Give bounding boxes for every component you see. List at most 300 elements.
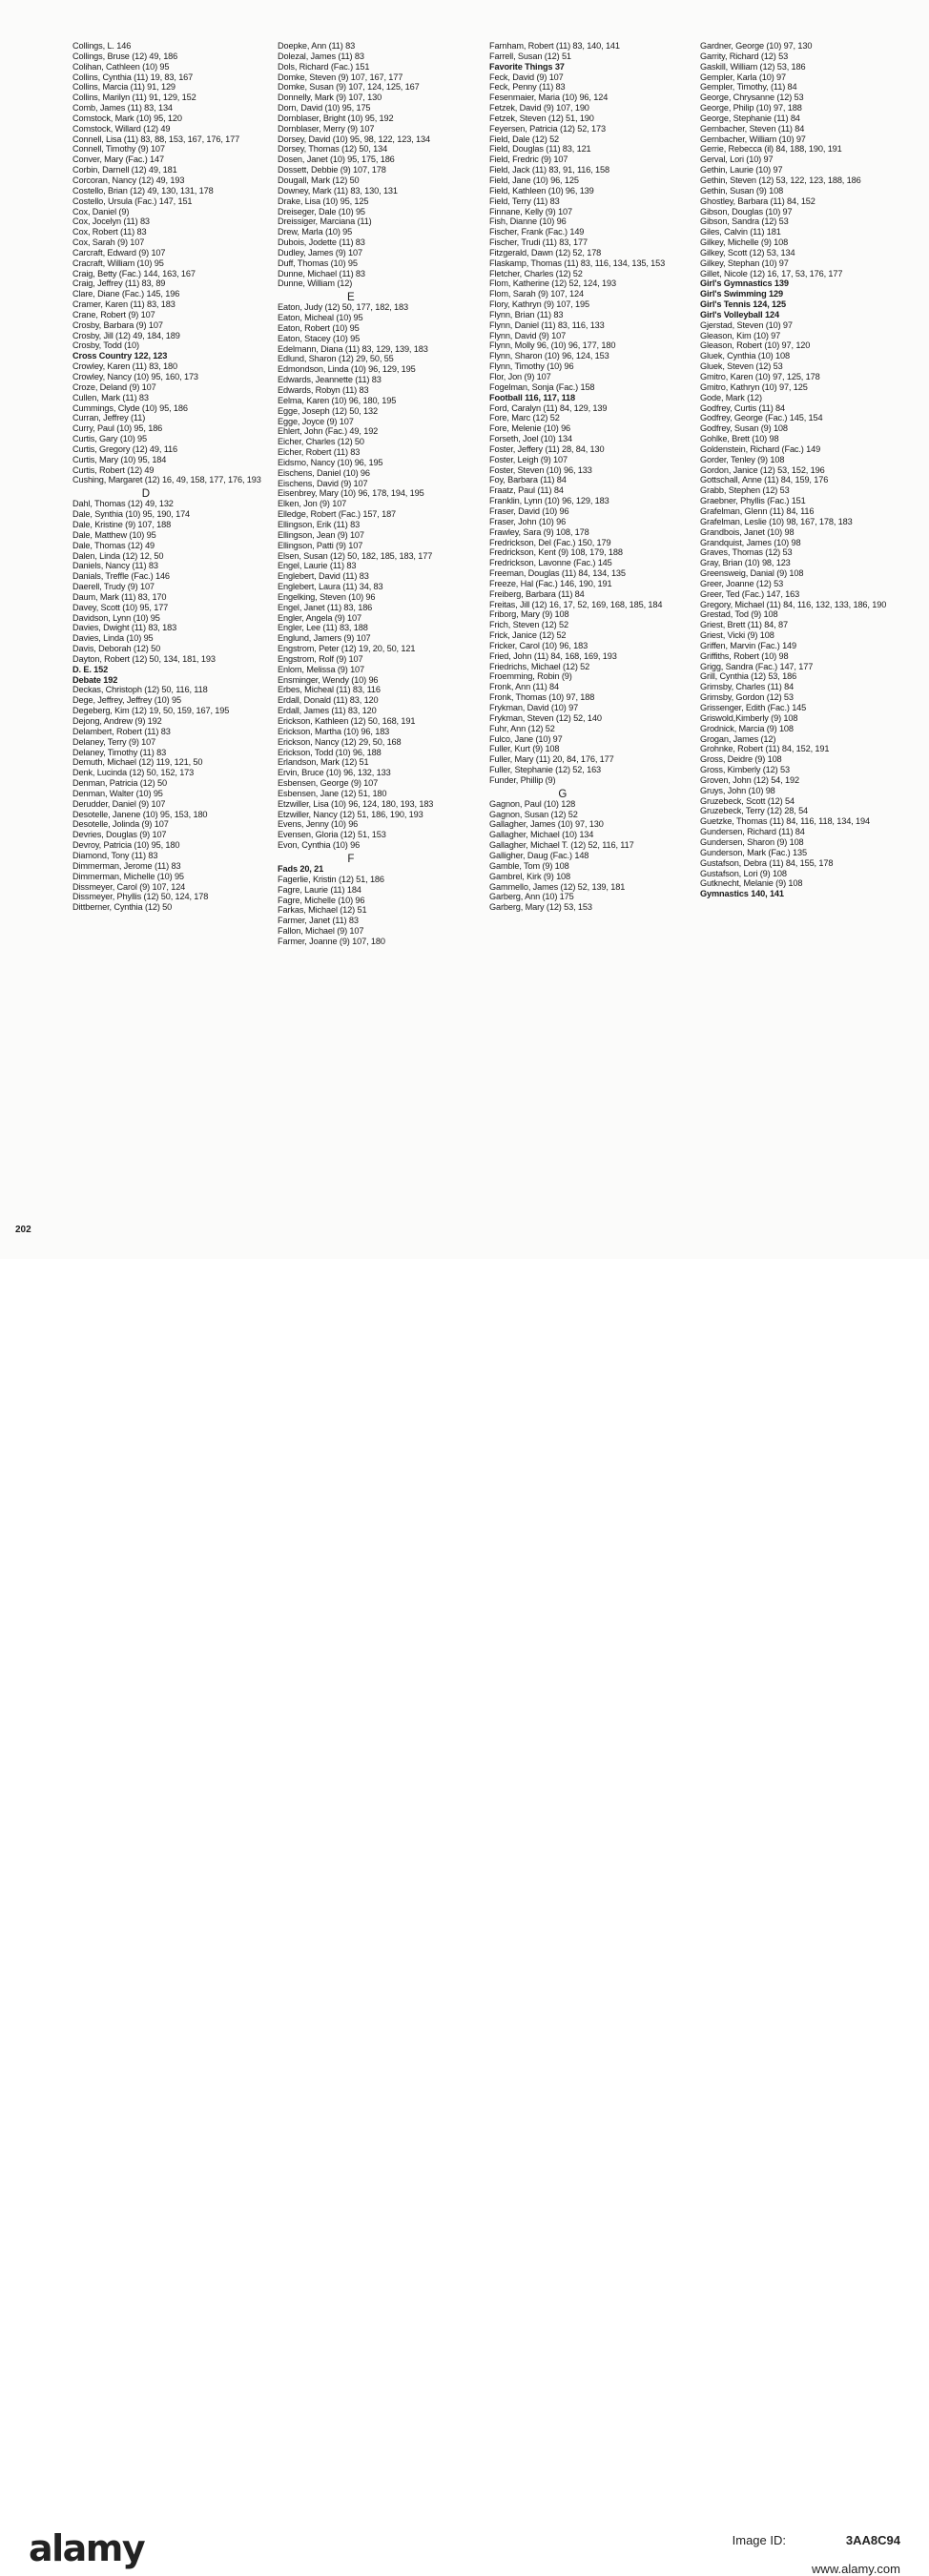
index-name-entry: Foster, Leigh (9) 107 — [489, 454, 568, 465]
index-name-entry: Froemming, Robin (9) — [489, 671, 572, 683]
index-name-entry: Garrity, Richard (12) 53 — [700, 51, 789, 62]
index-name-entry: Ehlert, John (Fac.) 49, 192 — [278, 426, 379, 438]
index-topic-entry: Girl's Swimming 129 — [700, 289, 783, 300]
index-name-entry: Dayton, Robert (12) 50, 134, 181, 193 — [72, 653, 216, 665]
index-name-entry: Duff, Thomas (10) 95 — [278, 258, 358, 269]
index-name-entry: Dale, Kristine (9) 107, 188 — [72, 519, 172, 530]
index-name-entry: Flynn, Sharon (10) 96, 124, 153 — [489, 351, 609, 362]
index-name-entry: Godfrey, George (Fac.) 145, 154 — [700, 413, 823, 424]
index-name-entry: Fricker, Carol (10) 96, 183 — [489, 640, 588, 651]
index-name-entry: Gaskill, William (12) 53, 186 — [700, 61, 806, 72]
index-column-2 — [278, 42, 474, 948]
index-name-entry: Guetzke, Thomas (11) 84, 116, 118, 134, 194 — [700, 816, 870, 828]
index-name-entry: Fetzek, David (9) 107, 190 — [489, 103, 589, 114]
index-name-entry: Foster, Steven (10) 96, 133 — [489, 464, 592, 476]
index-name-entry: Flynn, Daniel (11) 83, 116, 133 — [489, 319, 605, 331]
index-name-entry: George, Philip (10) 97, 188 — [700, 103, 802, 114]
index-name-entry: Erickson, Nancy (12) 29, 50, 168 — [278, 736, 402, 748]
index-name-entry: Cox, Robert (11) 83 — [72, 227, 147, 238]
yearbook-index-page — [0, 0, 929, 1259]
index-name-entry: Danials, Treffle (Fac.) 146 — [72, 571, 170, 583]
index-name-entry: Craig, Betty (Fac.) 144, 163, 167 — [72, 268, 196, 279]
index-name-entry: Fore, Marc (12) 52 — [489, 413, 560, 424]
index-name-entry: Englebert, David (11) 83 — [278, 571, 369, 583]
index-name-entry: Enlom, Melissa (9) 107 — [278, 664, 365, 675]
index-name-entry: Dale, Thomas (12) 49 — [72, 540, 155, 551]
index-name-entry: Finnane, Kelly (9) 107 — [489, 206, 572, 217]
index-name-entry: Gillet, Nicole (12) 16, 17, 53, 176, 177 — [700, 268, 843, 279]
index-name-entry: Groven, John (12) 54, 192 — [700, 774, 799, 786]
index-topic-entry: Favorite Things 37 — [489, 61, 565, 72]
index-topic-entry: Girl's Volleyball 124 — [700, 309, 779, 320]
index-name-entry: Flaskamp, Thomas (11) 83, 116, 134, 135, 153 — [489, 258, 666, 269]
index-topic-entry: Girl's Tennis 124, 125 — [700, 299, 786, 311]
index-name-entry: Cullen, Mark (11) 83 — [72, 392, 149, 403]
index-name-entry: Crowley, Nancy (10) 95, 160, 173 — [72, 372, 198, 382]
index-name-entry: George, Chrysanne (12) 53 — [700, 93, 804, 104]
index-name-entry: Davidson, Lynn (10) 95 — [72, 612, 160, 624]
index-name-entry: Gmitro, Karen (10) 97, 125, 178 — [700, 372, 820, 382]
index-name-entry: Foster, Jeffery (11) 28, 84, 130 — [489, 443, 605, 455]
index-name-entry: Cramer, Karen (11) 83, 183 — [72, 299, 175, 311]
index-name-entry: Fulco, Jane (10) 97 — [489, 733, 563, 745]
index-name-entry: Eaton, Stacey (10) 95 — [278, 333, 361, 344]
index-name-entry: Curtis, Gregory (12) 49, 116 — [72, 443, 177, 455]
index-name-entry: Davey, Scott (10) 95, 177 — [72, 602, 169, 613]
index-name-entry: Eaton, Micheal (10) 95 — [278, 313, 363, 324]
index-topic-entry: Cross Country 122, 123 — [72, 351, 168, 362]
index-name-entry: Gethin, Steven (12) 53, 122, 123, 188, 186 — [700, 175, 861, 186]
index-name-entry: Gruzebeck, Terry (12) 28, 54 — [700, 806, 809, 817]
index-name-entry: Collins, Marilyn (11) 91, 129, 152 — [72, 93, 196, 104]
index-name-entry: Dols, Richard (Fac.) 151 — [278, 61, 370, 72]
index-name-entry: Farrell, Susan (12) 51 — [489, 51, 571, 62]
index-name-entry: Field, Douglas (11) 83, 121 — [489, 144, 591, 155]
index-name-entry: Fagerlie, Kristin (12) 51, 186 — [278, 874, 384, 885]
index-column-3 — [489, 42, 686, 914]
index-name-entry: Flom, Sarah (9) 107, 124 — [489, 289, 584, 300]
index-name-entry: Farkas, Michael (12) 51 — [278, 905, 367, 917]
index-name-entry: Fronk, Ann (11) 84 — [489, 682, 560, 693]
index-name-entry: Eischens, Daniel (10) 96 — [278, 467, 370, 479]
index-name-entry: Grogan, James (12) — [700, 733, 776, 745]
index-name-entry: Curtis, Robert (12) 49 — [72, 464, 155, 476]
index-name-entry: Flynn, Brian (11) 83 — [489, 309, 564, 320]
index-name-entry: Daniels, Nancy (11) 83 — [72, 561, 158, 572]
index-name-entry: Gammello, James (12) 52, 139, 181 — [489, 881, 626, 893]
index-name-entry: Griswold,Kimberly (9) 108 — [700, 712, 798, 724]
index-name-entry: Daerell, Trudy (9) 107 — [72, 582, 155, 593]
index-name-entry: Freeze, Hal (Fac.) 146, 190, 191 — [489, 578, 612, 589]
index-name-entry: Englund, Jamers (9) 107 — [278, 633, 371, 645]
index-name-entry: Flynn, Molly 96, (10) 96, 177, 180 — [489, 340, 616, 352]
index-name-entry: Edwards, Jeannette (11) 83 — [278, 375, 382, 386]
index-name-entry: Grafelman, Glenn (11) 84, 116 — [700, 505, 815, 517]
index-name-entry: Gibson, Douglas (10) 97 — [700, 206, 793, 217]
index-name-entry: Dorsey, David (10) 95, 98, 122, 123, 134 — [278, 134, 430, 145]
index-name-entry: Devries, Douglas (9) 107 — [72, 830, 167, 841]
index-name-entry: Gernbacher, William (10) 97 — [700, 134, 806, 145]
index-name-entry: Fallon, Michael (9) 107 — [278, 926, 364, 938]
index-name-entry: Eicher, Charles (12) 50 — [278, 437, 364, 448]
index-name-entry: Eidsmo, Nancy (10) 96, 195 — [278, 457, 383, 468]
index-name-entry: Fuhr, Ann (12) 52 — [489, 723, 555, 734]
index-name-entry: Engstrom, Peter (12) 19, 20, 50, 121 — [278, 644, 416, 655]
index-name-entry: Collins, Marcia (11) 91, 129 — [72, 82, 175, 93]
index-name-entry: Gambrel, Kirk (9) 108 — [489, 871, 571, 882]
index-name-entry: Carcraft, Edward (9) 107 — [72, 247, 166, 258]
index-name-entry: Drew, Marla (10) 95 — [278, 227, 353, 238]
index-name-entry: Dissmeyer, Phyllis (12) 50, 124, 178 — [72, 892, 209, 903]
index-name-entry: Connell, Timothy (9) 107 — [72, 144, 165, 155]
index-name-entry: Delaney, Terry (9) 107 — [72, 736, 156, 748]
index-name-entry: Dorsey, Thomas (12) 50, 134 — [278, 144, 388, 155]
index-name-entry: Grafelman, Leslie (10) 98, 167, 178, 183 — [700, 516, 853, 527]
index-name-entry: Edelmann, Diana (11) 83, 129, 139, 183 — [278, 343, 428, 355]
index-name-entry: Griest, Vicki (9) 108 — [700, 630, 774, 642]
index-name-entry: Dreissiger, Marciana (11) — [278, 216, 372, 228]
stock-footer — [0, 1259, 929, 2576]
index-name-entry: Derudder, Daniel (9) 107 — [72, 798, 166, 810]
index-name-entry: Evens, Jenny (10) 96 — [278, 819, 359, 831]
index-name-entry: Elken, Jon (9) 107 — [278, 499, 347, 510]
index-name-entry: Cox, Daniel (9) — [72, 206, 130, 217]
index-name-entry: Dudley, James (9) 107 — [278, 247, 362, 258]
index-name-entry: Costello, Brian (12) 49, 130, 131, 178 — [72, 185, 214, 196]
index-name-entry: Dege, Jeffrey, Jeffrey (10) 95 — [72, 695, 181, 707]
index-name-entry: Edmondson, Linda (10) 96, 129, 195 — [278, 364, 416, 376]
index-name-entry: Gerval, Lori (10) 97 — [700, 155, 774, 166]
index-name-entry: Greer, Ted (Fac.) 147, 163 — [700, 588, 800, 600]
index-name-entry: Crosby, Jill (12) 49, 184, 189 — [72, 330, 180, 341]
section-letter-heading: D — [141, 486, 150, 501]
index-name-entry: Gunderson, Mark (Fac.) 135 — [700, 847, 807, 858]
index-column-4 — [700, 42, 897, 900]
index-name-entry: Comstock, Mark (10) 95, 120 — [72, 113, 182, 124]
index-name-entry: Gerrie, Rebecca (il) 84, 188, 190, 191 — [700, 144, 842, 155]
index-name-entry: Edwards, Robyn (11) 83 — [278, 385, 369, 396]
index-name-entry: Delambert, Robert (11) 83 — [72, 726, 171, 737]
index-name-entry: Fraser, David (10) 96 — [489, 505, 569, 517]
index-name-entry: Feyersen, Patricia (12) 52, 173 — [489, 123, 606, 134]
index-name-entry: Gray, Brian (10) 98, 123 — [700, 558, 791, 569]
index-name-entry: Ellingson, Patti (9) 107 — [278, 540, 363, 551]
index-name-entry: Funder, Phillip (9) — [489, 774, 556, 786]
index-name-entry: Gagnon, Susan (12) 52 — [489, 809, 578, 820]
index-name-entry: Gethin, Susan (9) 108 — [700, 185, 784, 196]
index-name-entry: Colihan, Cathleen (10) 95 — [72, 61, 170, 72]
index-name-entry: Conver, Mary (Fac.) 147 — [72, 155, 164, 166]
index-name-entry: Gmitro, Kathryn (10) 97, 125 — [700, 381, 808, 393]
index-name-entry: Eaton, Judy (12) 50, 177, 182, 183 — [278, 302, 408, 314]
index-name-entry: Dossett, Debbie (9) 107, 178 — [278, 165, 386, 176]
index-name-entry: Demuth, Michael (12) 119, 121, 50 — [72, 757, 203, 769]
index-name-entry: Erlandson, Mark (12) 51 — [278, 757, 369, 769]
index-name-entry: George, Stephanie (11) 84 — [700, 113, 800, 124]
index-name-entry: Cox, Jocelyn (11) 83 — [72, 216, 150, 228]
index-name-entry: Etzwiller, Lisa (10) 96, 124, 180, 193, 183 — [278, 798, 434, 810]
index-name-entry: Fraatz, Paul (11) 84 — [489, 485, 564, 497]
index-name-entry: Gilkey, Michelle (9) 108 — [700, 237, 789, 249]
index-name-entry: Fraser, John (10) 96 — [489, 516, 567, 527]
index-name-entry: Ensminger, Wendy (10) 96 — [278, 674, 379, 686]
index-name-entry: Field, Jack (11) 83, 91, 116, 158 — [489, 165, 609, 176]
index-name-entry: Ghostley, Barbara (11) 84, 152 — [700, 196, 815, 207]
index-name-entry: Eisenbrey, Mary (10) 96, 178, 194, 195 — [278, 488, 424, 500]
index-name-entry: Etzwiller, Nancy (12) 51, 186, 190, 193 — [278, 809, 423, 820]
index-name-entry: Doepke, Ann (11) 83 — [278, 41, 356, 52]
index-name-entry: Friborg, Mary (9) 108 — [489, 609, 569, 621]
image-id-label: Image ID: — [732, 2533, 786, 2547]
index-name-entry: Denman, Patricia (12) 50 — [72, 778, 167, 790]
index-name-entry: Goldenstein, Richard (Fac.) 149 — [700, 443, 821, 455]
index-name-entry: Corcoran, Nancy (12) 49, 193 — [72, 175, 185, 186]
index-name-entry: Grill, Cynthia (12) 53, 186 — [700, 671, 797, 683]
index-topic-entry: Fads 20, 21 — [278, 863, 324, 875]
index-name-entry: Gleason, Robert (10) 97, 120 — [700, 340, 811, 352]
index-name-entry: Grabb, Stephen (12) 53 — [700, 485, 790, 497]
index-name-entry: Fore, Melenie (10) 96 — [489, 423, 571, 435]
index-name-entry: Domke, Steven (9) 107, 167, 177 — [278, 72, 403, 83]
index-name-entry: Frykman, Steven (12) 52, 140 — [489, 712, 602, 724]
index-topic-entry: Girl's Gymnastics 139 — [700, 278, 789, 290]
index-name-entry: Dosen, Janet (10) 95, 175, 186 — [278, 155, 395, 166]
section-letter-heading: F — [347, 851, 355, 865]
index-name-entry: Deckas, Christoph (12) 50, 116, 118 — [72, 685, 208, 696]
index-name-entry: Grimsby, Gordon (12) 53 — [700, 692, 794, 704]
index-name-entry: Esbensen, Jane (12) 51, 180 — [278, 788, 387, 799]
alamy-logo[interactable]: alamy — [29, 2527, 145, 2569]
index-name-entry: Davis, Deborah (12) 50 — [72, 644, 161, 655]
index-name-entry: Greer, Joanne (12) 53 — [700, 578, 784, 589]
index-name-entry: Grimsby, Charles (11) 84 — [700, 682, 795, 693]
index-name-entry: Forseth, Joel (10) 134 — [489, 434, 572, 445]
index-name-entry: Freiberg, Barbara (11) 84 — [489, 588, 585, 600]
index-name-entry: Gruys, John (10) 98 — [700, 785, 775, 796]
index-name-entry: Field, Kathleen (10) 96, 139 — [489, 185, 594, 196]
index-name-entry: Corbin, Darnell (12) 49, 181 — [72, 165, 177, 176]
index-name-entry: Degeberg, Kim (12) 19, 50, 159, 167, 195 — [72, 706, 230, 717]
index-name-entry: Fuller, Mary (11) 20, 84, 176, 177 — [489, 754, 614, 766]
index-name-entry: Dunne, William (12) — [278, 278, 353, 290]
image-id-value: 3AA8C94 — [845, 2533, 900, 2547]
index-name-entry: Fagre, Laurie (11) 184 — [278, 884, 361, 896]
index-name-entry: Freeman, Douglas (11) 84, 134, 135 — [489, 568, 626, 580]
index-name-entry: Dubois, Jodette (11) 83 — [278, 237, 365, 249]
index-name-entry: Gempler, Timothy, (11) 84 — [700, 82, 797, 93]
index-name-entry: Erdall, Donald (11) 83, 120 — [278, 695, 379, 707]
index-name-entry: Fuller, Kurt (9) 108 — [489, 744, 560, 755]
index-name-entry: Cushing, Margaret (12) 16, 49, 158, 177, 176, 193 — [72, 475, 261, 486]
index-column-1 — [72, 42, 269, 914]
index-name-entry: Graves, Thomas (12) 53 — [700, 547, 793, 559]
index-name-entry: Fetzek, Steven (12) 51, 190 — [489, 113, 594, 124]
index-name-entry: Erickson, Kathleen (12) 50, 168, 191 — [278, 716, 416, 727]
index-name-entry: Franklin, Lynn (10) 96, 129, 183 — [489, 496, 609, 507]
index-name-entry: Griffen, Marvin (Fac.) 149 — [700, 640, 797, 651]
index-name-entry: Crowley, Karen (11) 83, 180 — [72, 361, 177, 373]
index-name-entry: Frich, Steven (12) 52 — [489, 620, 568, 631]
index-name-entry: Englebert, Laura (11) 34, 83 — [278, 582, 383, 593]
index-name-entry: Evon, Cynthia (10) 96 — [278, 840, 361, 852]
index-name-entry: Erdall, James (11) 83, 120 — [278, 706, 377, 717]
index-name-entry: Desotelle, Janene (10) 95, 153, 180 — [72, 809, 208, 820]
index-name-entry: Gallagher, James (10) 97, 130 — [489, 819, 604, 831]
index-name-entry: Edlund, Sharon (12) 29, 50, 55 — [278, 354, 394, 365]
index-name-entry: Dejong, Andrew (9) 192 — [72, 716, 162, 727]
index-name-entry: Eicher, Robert (11) 83 — [278, 447, 361, 459]
index-name-entry: Engler, Angela (9) 107 — [278, 612, 361, 624]
index-name-entry: Engelking, Steven (10) 96 — [278, 591, 376, 603]
index-name-entry: Feck, David (9) 107 — [489, 72, 564, 83]
index-name-entry: Gordon, Janice (12) 53, 152, 196 — [700, 464, 825, 476]
section-letter-heading: G — [558, 786, 568, 800]
index-name-entry: Gleason, Kim (10) 97 — [700, 330, 781, 341]
index-name-entry: Fuller, Stephanie (12) 52, 163 — [489, 765, 602, 776]
index-name-entry: Frawley, Sara (9) 108, 178 — [489, 526, 589, 538]
index-name-entry: Flynn, David (9) 107 — [489, 330, 567, 341]
index-name-entry: Engel, Janet (11) 83, 186 — [278, 602, 373, 613]
index-name-entry: Fagre, Michelle (10) 96 — [278, 895, 365, 906]
index-name-entry: Domke, Susan (9) 107, 124, 125, 167 — [278, 82, 420, 93]
index-name-entry: Cox, Sarah (9) 107 — [72, 237, 145, 249]
index-name-entry: Gernbacher, Steven (11) 84 — [700, 123, 805, 134]
index-name-entry: Freitas, Jill (12) 16, 17, 52, 169, 168, 185, 184 — [489, 599, 663, 610]
index-name-entry: Gibson, Sandra (12) 53 — [700, 216, 789, 228]
index-name-entry: Gross, Kimberly (12) 53 — [700, 765, 790, 776]
index-name-entry: Galligher, Daug (Fac.) 148 — [489, 850, 589, 861]
index-name-entry: Gethin, Laurie (10) 97 — [700, 165, 783, 176]
index-name-entry: Dalen, Linda (12) 12, 50 — [72, 550, 164, 562]
index-name-entry: Flor, Jon (9) 107 — [489, 372, 551, 382]
index-name-entry: Flom, Katherine (12) 52, 124, 193 — [489, 278, 616, 290]
index-name-entry: Gross, Deidre (9) 108 — [700, 754, 782, 766]
index-name-entry: Curtis, Mary (10) 95, 184 — [72, 454, 167, 465]
index-name-entry: Garberg, Mary (12) 53, 153 — [489, 902, 592, 914]
index-name-entry: Esbensen, George (9) 107 — [278, 778, 379, 790]
index-name-entry: Ellingson, Erik (11) 83 — [278, 519, 361, 530]
index-name-entry: Davies, Dwight (11) 83, 183 — [72, 623, 177, 634]
index-name-entry: Erbes, Micheal (11) 83, 116 — [278, 685, 381, 696]
page-number: 202 — [15, 1225, 31, 1235]
index-name-entry: Crane, Robert (9) 107 — [72, 309, 155, 320]
index-name-entry: Fesenmaier, Maria (10) 96, 124 — [489, 93, 609, 104]
index-name-entry: Drake, Lisa (10) 95, 125 — [278, 196, 369, 207]
index-name-entry: Fish, Dianne (10) 96 — [489, 216, 567, 228]
index-name-entry: Dittberner, Cynthia (12) 50 — [72, 902, 173, 914]
index-name-entry: Grissenger, Edith (Fac.) 145 — [700, 703, 807, 713]
index-name-entry: Cummings, Clyde (10) 95, 186 — [72, 402, 188, 414]
index-name-entry: Collings, Bruse (12) 49, 186 — [72, 51, 178, 62]
index-name-entry: Fischer, Frank (Fac.) 149 — [489, 227, 585, 238]
index-name-entry: Gluek, Cynthia (10) 108 — [700, 351, 790, 362]
index-name-entry: Grestad, Tod (9) 108 — [700, 609, 778, 621]
index-name-entry: Elledge, Robert (Fac.) 157, 187 — [278, 509, 397, 521]
index-name-entry: Ford, Caralyn (11) 84, 129, 139 — [489, 402, 608, 414]
index-name-entry: Grandquist, James (10) 98 — [700, 537, 801, 548]
alamy-url[interactable]: www.alamy.com — [812, 2562, 900, 2576]
index-name-entry: Dale, Synthia (10) 95, 190, 174 — [72, 509, 191, 521]
index-name-entry: Gorder, Tenley (9) 108 — [700, 454, 785, 465]
index-name-entry: Collings, L. 146 — [72, 41, 132, 52]
index-name-entry: Fronk, Thomas (10) 97, 188 — [489, 692, 595, 704]
index-name-entry: Devroy, Patricia (10) 95, 180 — [72, 840, 180, 852]
index-name-entry: Gamble, Tom (9) 108 — [489, 860, 569, 872]
index-name-entry: Graebner, Phyllis (Fac.) 151 — [700, 496, 806, 507]
index-name-entry: Grodnick, Marcia (9) 108 — [700, 723, 794, 734]
index-name-entry: Fitzgerald, Dawn (12) 52, 178 — [489, 247, 602, 258]
index-name-entry: Gustafson, Debra (11) 84, 155, 178 — [700, 857, 834, 869]
index-name-entry: Foy, Barbara (11) 84 — [489, 475, 567, 486]
index-name-entry: Gagnon, Paul (10) 128 — [489, 798, 576, 810]
index-name-entry: Fletcher, Charles (12) 52 — [489, 268, 583, 279]
index-name-entry: Donnelly, Mark (9) 107, 130 — [278, 93, 382, 104]
index-name-entry: Dimmerman, Michelle (10) 95 — [72, 871, 184, 882]
index-name-entry: Eischens, David (9) 107 — [278, 478, 368, 489]
index-name-entry: Gundersen, Sharon (9) 108 — [700, 836, 804, 848]
index-name-entry: Friedrichs, Michael (12) 52 — [489, 661, 590, 672]
index-name-entry: Frick, Janice (12) 52 — [489, 630, 567, 642]
section-letter-heading: E — [347, 290, 355, 304]
index-name-entry: Egge, Joseph (12) 50, 132 — [278, 405, 378, 417]
index-name-entry: Gilkey, Stephan (10) 97 — [700, 258, 789, 269]
index-name-entry: Field, Jane (10) 96, 125 — [489, 175, 579, 186]
index-name-entry: Dolezal, James (11) 83 — [278, 51, 364, 62]
index-name-entry: Diamond, Tony (11) 83 — [72, 850, 158, 861]
index-name-entry: Engstrom, Rolf (9) 107 — [278, 653, 363, 665]
index-name-entry: Crosby, Todd (10) — [72, 340, 139, 352]
index-name-entry: Croze, Deland (9) 107 — [72, 381, 156, 393]
index-topic-entry: Debate 192 — [72, 674, 118, 686]
index-name-entry: Godfrey, Curtis (11) 84 — [700, 402, 785, 414]
index-name-entry: Gregory, Michael (11) 84, 116, 132, 133, 186, 190 — [700, 599, 887, 610]
index-name-entry: Daum, Mark (11) 83, 170 — [72, 591, 167, 603]
index-name-entry: Fredrickson, Del (Fac.) 150, 179 — [489, 537, 611, 548]
index-name-entry: Ellingson, Jean (9) 107 — [278, 529, 364, 541]
index-name-entry: Grigg, Sandra (Fac.) 147, 177 — [700, 661, 814, 672]
index-name-entry: Costello, Ursula (Fac.) 147, 151 — [72, 196, 193, 207]
index-name-entry: Flory, Kathryn (9) 107, 195 — [489, 299, 589, 311]
index-name-entry: Dougall, Mark (12) 50 — [278, 175, 360, 186]
index-name-entry: Gottschall, Anne (11) 84, 159, 176 — [700, 475, 829, 486]
index-name-entry: Dimmerman, Jerome (11) 83 — [72, 860, 181, 872]
index-name-entry: Dorn, David (10) 95, 175 — [278, 103, 371, 114]
index-name-entry: Dornblaser, Bright (10) 95, 192 — [278, 113, 394, 124]
index-topic-entry: D. E. 152 — [72, 664, 109, 675]
index-name-entry: Fredrickson, Kent (9) 108, 179, 188 — [489, 547, 623, 559]
index-name-entry: Giles, Calvin (11) 181 — [700, 227, 781, 238]
index-name-entry: Gallagher, Michael (10) 134 — [489, 830, 594, 841]
index-name-entry: Connell, Lisa (11) 83, 88, 153, 167, 176, 177 — [72, 134, 240, 145]
index-name-entry: Dreiseger, Dale (10) 95 — [278, 206, 365, 217]
index-name-entry: Gluek, Steven (12) 53 — [700, 361, 783, 373]
index-name-entry: Fredrickson, Lavonne (Fac.) 145 — [489, 558, 612, 569]
index-name-entry: Eaton, Robert (10) 95 — [278, 322, 360, 334]
index-name-entry: Dale, Matthew (10) 95 — [72, 529, 156, 541]
index-name-entry: Gutknecht, Melanie (9) 108 — [700, 878, 803, 890]
index-name-entry: Field, Terry (11) 83 — [489, 196, 560, 207]
index-name-entry: Gode, Mark (12) — [700, 392, 762, 403]
index-name-entry: Farmer, Joanne (9) 107, 180 — [278, 936, 385, 947]
index-name-entry: Cracraft, William (10) 95 — [72, 258, 164, 269]
index-name-entry: Gundersen, Richard (11) 84 — [700, 827, 805, 838]
index-name-entry: Downey, Mark (11) 83, 130, 131 — [278, 185, 398, 196]
index-name-entry: Ervin, Bruce (10) 96, 132, 133 — [278, 768, 391, 779]
index-name-entry: Collins, Cynthia (11) 19, 83, 167 — [72, 72, 194, 83]
index-name-entry: Engler, Lee (11) 83, 188 — [278, 623, 368, 634]
index-name-entry: Dunne, Michael (11) 83 — [278, 268, 365, 279]
index-name-entry: Field, Fredric (9) 107 — [489, 155, 568, 166]
